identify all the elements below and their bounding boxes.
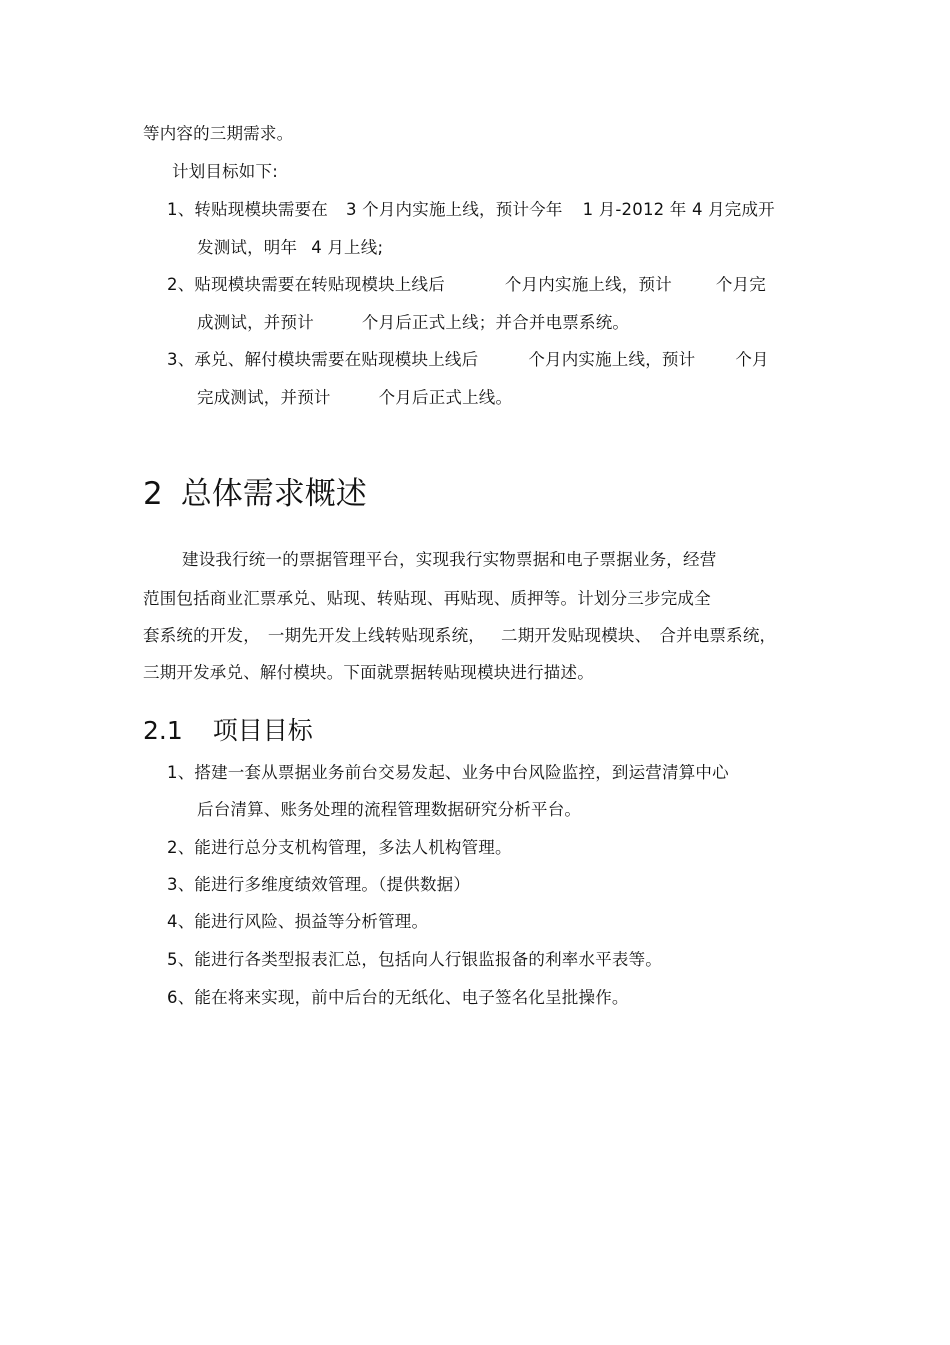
goal-item-6: [167, 988, 629, 1008]
plan-item-2-text-d: 成测试，并预计: [197, 313, 314, 332]
plan-item-2: [167, 275, 766, 295]
section-2-paragraph-line-3-b: 一期先开发上线转贴现系统，: [267, 626, 486, 645]
goal-item-2-text: 能进行总分支机构管理，多法人机构管理。: [194, 838, 512, 857]
plan-item-2-continued: [197, 313, 629, 333]
plan-item-2-number: 2、: [167, 275, 195, 294]
section-2-title: 总体需求概述: [180, 476, 367, 512]
plan-intro: 计划目标如下:: [172, 162, 278, 181]
goal-item-3-number: 3、: [167, 875, 195, 894]
goal-item-5-number: 5、: [167, 950, 195, 969]
section-2-1-heading: [143, 716, 313, 746]
plan-item-1-number: 1、: [167, 200, 195, 219]
plan-item-1-text-a: 转贴现模块需要在: [194, 200, 329, 219]
plan-item-3: [167, 350, 769, 370]
plan-item-1: [167, 200, 775, 220]
plan-item-2-text-c: 个月完: [715, 275, 767, 294]
section-2-heading: [143, 476, 367, 512]
plan-item-3-text-b: 个月内实施上线，预计: [528, 350, 696, 369]
plan-item-1-text-e: 4 月上线;: [311, 238, 384, 257]
section-2-paragraph-line-1: 建设我行统一的票据管理平台，实现我行实物票据和电子票据业务，经营: [182, 550, 717, 569]
plan-item-3-text-e: 个月后正式上线。: [378, 388, 513, 407]
goal-item-6-number: 6、: [167, 988, 195, 1007]
plan-item-2-text-e: 个月后正式上线；并合并电票系统。: [361, 313, 630, 332]
plan-item-3-text-d: 完成测试，并预计: [197, 388, 331, 407]
goal-item-2-number: 2、: [167, 838, 195, 857]
section-2-paragraph-line-3: [143, 626, 776, 646]
goal-item-1-continued: 后台清算、账务处理的流程管理数据研究分析平台。: [197, 800, 582, 819]
plan-item-1-text-b: 3 个月内实施上线，预计今年: [346, 200, 563, 219]
goal-item-1-number: 1、: [167, 763, 195, 782]
goal-item-1: [167, 763, 729, 783]
goal-item-4: [167, 912, 428, 932]
section-2-number: 2: [143, 476, 163, 512]
goal-item-1-text: 搭建一套从票据业务前台交易发起、业务中台风险监控，到运营清算中心: [194, 763, 729, 782]
plan-item-2-text-b: 个月内实施上线，预计: [504, 275, 672, 294]
goal-item-4-text: 能进行风险、损益等分析管理。: [194, 912, 429, 931]
plan-item-3-continued: [197, 388, 512, 408]
section-2-paragraph-line-3-d: 合并电票系统，: [659, 626, 777, 645]
intro-line-1: 等内容的三期需求。: [143, 124, 294, 143]
goal-item-4-number: 4、: [167, 912, 195, 931]
goal-item-5-text: 能进行各类型报表汇总，包括向人行银监报备的利率水平表等。: [194, 950, 663, 969]
section-2-paragraph-line-4: 三期开发承兑、解付模块。下面就票据转贴现模块进行描述。: [143, 663, 594, 682]
goal-item-5: [167, 950, 662, 970]
plan-item-3-text-c: 个月: [735, 350, 769, 369]
plan-item-1-text-d: 发测试，明年: [197, 238, 298, 257]
plan-item-1-continued: [197, 238, 383, 258]
goal-item-3: [167, 875, 470, 895]
plan-item-2-text-a: 贴现模块需要在转贴现模块上线后: [194, 275, 445, 294]
section-2-paragraph-line-2: 范围包括商业汇票承兑、贴现、转贴现、再贴现、质押等。计划分三步完成全: [143, 589, 711, 608]
goal-item-3-text: 能进行多维度绩效管理。（提供数据）: [194, 875, 471, 894]
goal-item-6-text: 能在将来实现，前中后台的无纸化、电子签名化呈批操作。: [194, 988, 629, 1007]
section-2-1-title: 项目目标: [212, 716, 313, 745]
section-2-1-number: 2.1: [143, 716, 183, 745]
plan-item-3-text-a: 承兑、解付模块需要在贴现模块上线后: [194, 350, 479, 369]
plan-item-3-number: 3、: [167, 350, 195, 369]
section-2-paragraph-line-3-c: 二期开发贴现模块、: [501, 626, 652, 645]
section-2-paragraph-line-3-a: 套系统的开发，: [143, 626, 260, 645]
plan-item-1-text-c: 1 月-2012 年 4 月完成开: [582, 200, 775, 219]
goal-item-2: [167, 838, 512, 858]
